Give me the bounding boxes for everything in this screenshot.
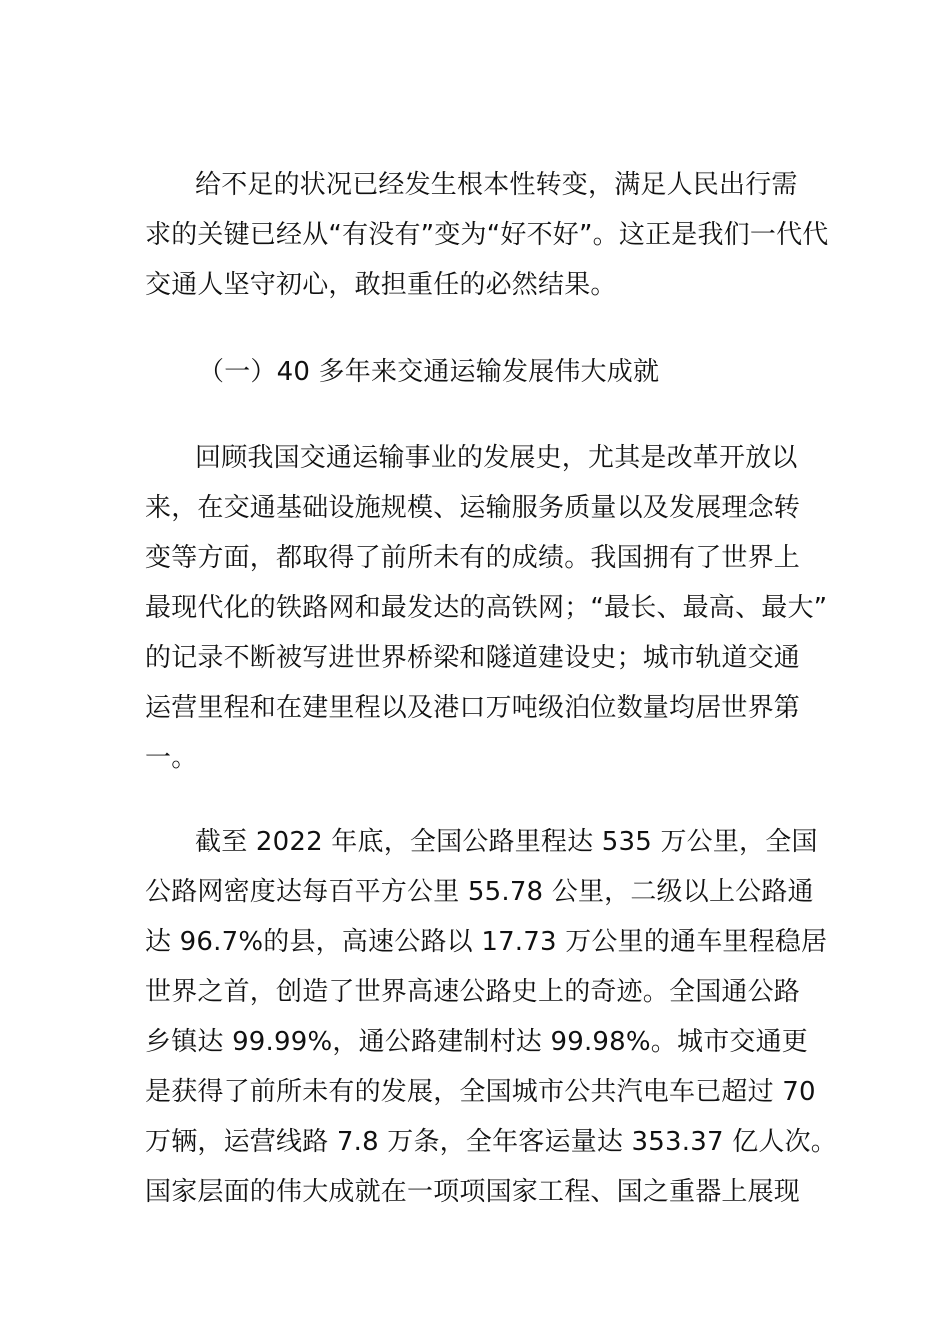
text-line: 最现代化的铁路网和最发达的高铁网；“最长、最高、最大” bbox=[145, 593, 828, 623]
text-line: 回顾我国交通运输事业的发展史，尤其是改革开放以 bbox=[195, 443, 798, 473]
text-line: 公路网密度达每百平方公里 55.78 公里，二级以上公路通 bbox=[145, 877, 814, 907]
text-line: 国家层面的伟大成就在一项项国家工程、国之重器上展现 bbox=[145, 1177, 801, 1207]
text-line: 运营里程和在建里程以及港口万吨级泊位数量均居世界第 bbox=[145, 693, 801, 723]
text-line: 万辆，运营线路 7.8 万条，全年客运量达 353.37 亿人次。 bbox=[145, 1127, 837, 1157]
section-heading bbox=[145, 347, 805, 397]
text-line: 世界之首，创造了世界高速公路史上的奇迹。全国通公路 bbox=[145, 977, 801, 1007]
text-line: 求的关键已经从“有没有”变为“好不好”。这正是我们一代代 bbox=[145, 220, 829, 250]
text-line: 是获得了前所未有的发展，全国城市公共汽电车已超过 70 bbox=[145, 1077, 816, 1107]
text-line: 截至 2022 年底，全国公路里程达 535 万公里，全国 bbox=[195, 827, 818, 857]
text-line: 的记录不断被写进世界桥梁和隧道建设史；城市轨道交通 bbox=[145, 643, 801, 673]
text-line: 变等方面，都取得了前所未有的成绩。我国拥有了世界上 bbox=[145, 543, 801, 573]
text-line: 给不足的状况已经发生根本性转变，满足人民出行需 bbox=[195, 170, 798, 200]
paragraph-statistics bbox=[145, 817, 837, 1217]
paragraph-achievements bbox=[145, 433, 828, 783]
text-line: 乡镇达 99.99%，通公路建制村达 99.98%。城市交通更 bbox=[145, 1027, 809, 1057]
text-line: 来，在交通基础设施规模、运输服务质量以及发展理念转 bbox=[145, 493, 801, 523]
text-line: 一。 bbox=[145, 743, 198, 773]
text-line: 达 96.7%的县，高速公路以 17.73 万公里的通车里程稳居 bbox=[145, 927, 828, 957]
heading-text: （一）40 多年来交通运输发展伟大成就 bbox=[198, 357, 660, 387]
paragraph-intro bbox=[145, 160, 829, 310]
text-line: 交通人坚守初心，敢担重任的必然结果。 bbox=[145, 270, 617, 300]
